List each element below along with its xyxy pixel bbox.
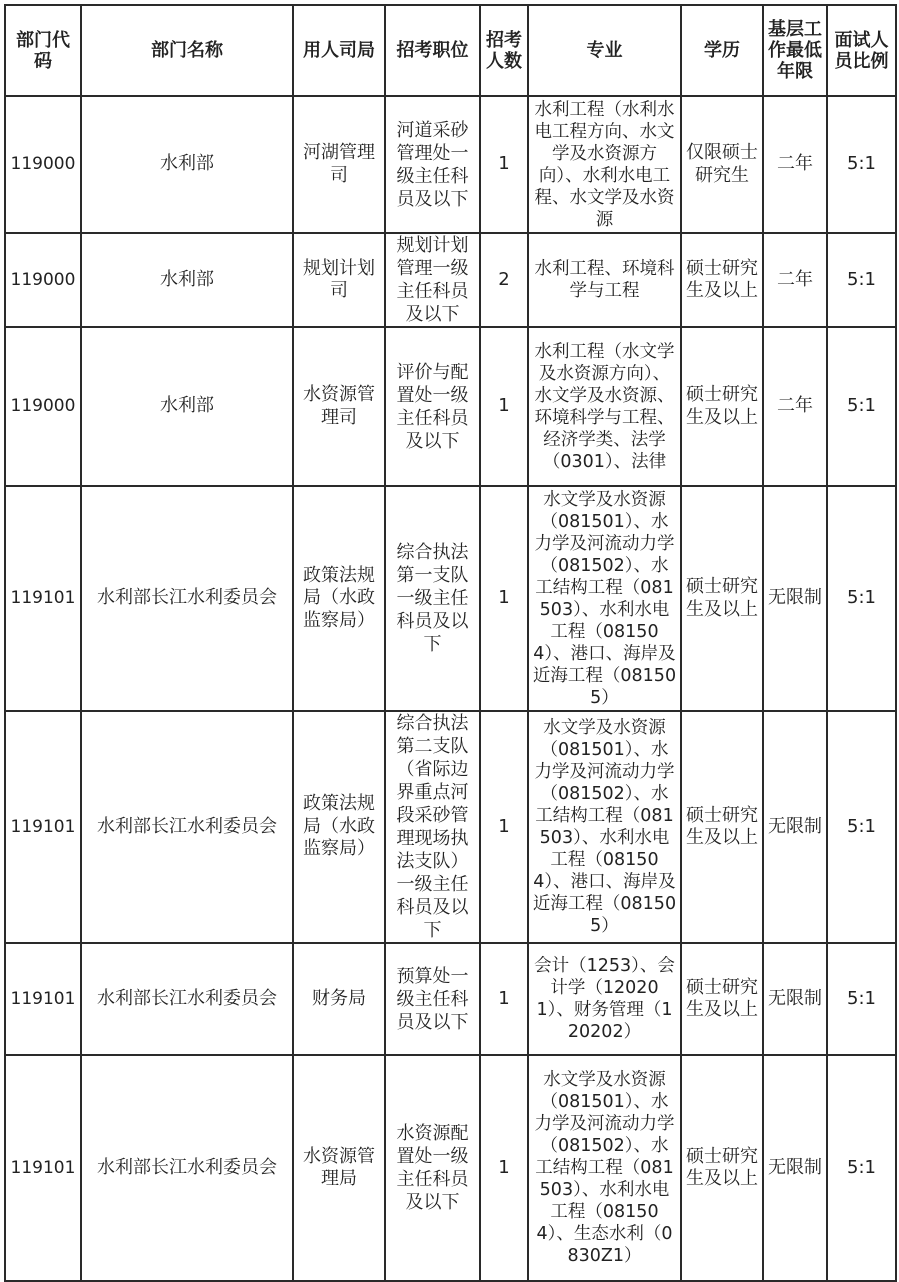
cell-major: 水利工程、环境科学与工程: [528, 233, 681, 327]
cell-education: 硕士研究生及以上: [681, 1055, 763, 1281]
header-bureau: 用人司局: [293, 5, 385, 96]
cell-bureau: 河湖管理司: [293, 96, 385, 233]
cell-years: 二年: [763, 233, 827, 327]
cell-count: 2: [480, 233, 528, 327]
cell-education: 硕士研究生及以上: [681, 943, 763, 1055]
cell-bureau: 财务局: [293, 943, 385, 1055]
cell-count: 1: [480, 943, 528, 1055]
cell-dept-name: 水利部: [81, 96, 293, 233]
cell-years: 无限制: [763, 1055, 827, 1281]
cell-education: 硕士研究生及以上: [681, 233, 763, 327]
cell-dept-code: 119000: [5, 96, 81, 233]
table-row: [5, 96, 896, 233]
cell-ratio: 5:1: [827, 233, 896, 327]
table-row: [5, 327, 896, 486]
cell-position: 水资源配置处一级主任科员及以下: [385, 1055, 480, 1281]
cell-count: 1: [480, 711, 528, 943]
table-row: [5, 233, 896, 327]
cell-position: 预算处一级主任科员及以下: [385, 943, 480, 1055]
cell-major: 水文学及水资源（081501）、水力学及河流动力学（081502）、水工结构工程（081503）、水利水电工程（081504）、港口、海岸及近海工程（081505）: [528, 486, 681, 711]
cell-dept-code: 119101: [5, 711, 81, 943]
cell-bureau: 政策法规局（水政监察局）: [293, 486, 385, 711]
cell-position: 综合执法第二支队（省际边界重点河段采砂管理现场执法支队）一级主任科员及以下: [385, 711, 480, 943]
cell-major: 水利工程（水文学及水资源方向）、水文学及水资源、环境科学与工程、经济学类、法学（0301）、法律: [528, 327, 681, 486]
cell-major: 会计（1253）、会计学（120201）、财务管理（120202）: [528, 943, 681, 1055]
recruitment-table-sheet: [4, 4, 895, 1272]
cell-ratio: 5:1: [827, 1055, 896, 1281]
cell-dept-name: 水利部: [81, 233, 293, 327]
header-dept-code: 部门代码: [5, 5, 81, 96]
cell-dept-name: 水利部长江水利委员会: [81, 711, 293, 943]
header-ratio: 面试人员比例: [827, 5, 896, 96]
cell-dept-name: 水利部长江水利委员会: [81, 1055, 293, 1281]
cell-years: 二年: [763, 96, 827, 233]
cell-position: 规划计划管理一级主任科员及以下: [385, 233, 480, 327]
cell-ratio: 5:1: [827, 711, 896, 943]
cell-education: 仅限硕士研究生: [681, 96, 763, 233]
header-education: 学历: [681, 5, 763, 96]
cell-dept-name: 水利部长江水利委员会: [81, 943, 293, 1055]
cell-count: 1: [480, 1055, 528, 1281]
header-count: 招考人数: [480, 5, 528, 96]
cell-ratio: 5:1: [827, 943, 896, 1055]
cell-bureau: 水资源管理局: [293, 1055, 385, 1281]
table-row: [5, 943, 896, 1055]
cell-position: 河道采砂管理处一级主任科员及以下: [385, 96, 480, 233]
cell-dept-code: 119101: [5, 1055, 81, 1281]
header-dept-name: 部门名称: [81, 5, 293, 96]
cell-dept-code: 119000: [5, 233, 81, 327]
cell-bureau: 水资源管理司: [293, 327, 385, 486]
cell-dept-code: 119101: [5, 943, 81, 1055]
cell-bureau: 规划计划司: [293, 233, 385, 327]
header-years: 基层工作最低年限: [763, 5, 827, 96]
table-row: [5, 711, 896, 943]
cell-major: 水文学及水资源（081501）、水力学及河流动力学（081502）、水工结构工程（081503）、水利水电工程（081504）、生态水利（0830Z1）: [528, 1055, 681, 1281]
cell-position: 综合执法第一支队一级主任科员及以下: [385, 486, 480, 711]
cell-years: 无限制: [763, 943, 827, 1055]
cell-dept-name: 水利部: [81, 327, 293, 486]
cell-years: 无限制: [763, 711, 827, 943]
recruitment-table: [4, 4, 897, 1282]
header-position: 招考职位: [385, 5, 480, 96]
cell-count: 1: [480, 327, 528, 486]
cell-education: 硕士研究生及以上: [681, 327, 763, 486]
cell-education: 硕士研究生及以上: [681, 711, 763, 943]
cell-dept-code: 119000: [5, 327, 81, 486]
cell-education: 硕士研究生及以上: [681, 486, 763, 711]
cell-ratio: 5:1: [827, 96, 896, 233]
cell-years: 二年: [763, 327, 827, 486]
header-major: 专业: [528, 5, 681, 96]
cell-bureau: 政策法规局（水政监察局）: [293, 711, 385, 943]
cell-dept-code: 119101: [5, 486, 81, 711]
cell-ratio: 5:1: [827, 486, 896, 711]
cell-position: 评价与配置处一级主任科员及以下: [385, 327, 480, 486]
cell-count: 1: [480, 486, 528, 711]
header-row: [5, 5, 896, 96]
cell-dept-name: 水利部长江水利委员会: [81, 486, 293, 711]
cell-years: 无限制: [763, 486, 827, 711]
cell-major: 水文学及水资源（081501）、水力学及河流动力学（081502）、水工结构工程（081503）、水利水电工程（081504）、港口、海岸及近海工程（081505）: [528, 711, 681, 943]
table-row: [5, 1055, 896, 1281]
table-row: [5, 486, 896, 711]
cell-ratio: 5:1: [827, 327, 896, 486]
cell-count: 1: [480, 96, 528, 233]
cell-major: 水利工程（水利水电工程方向、水文学及水资源方向）、水利水电工程、水文学及水资源: [528, 96, 681, 233]
